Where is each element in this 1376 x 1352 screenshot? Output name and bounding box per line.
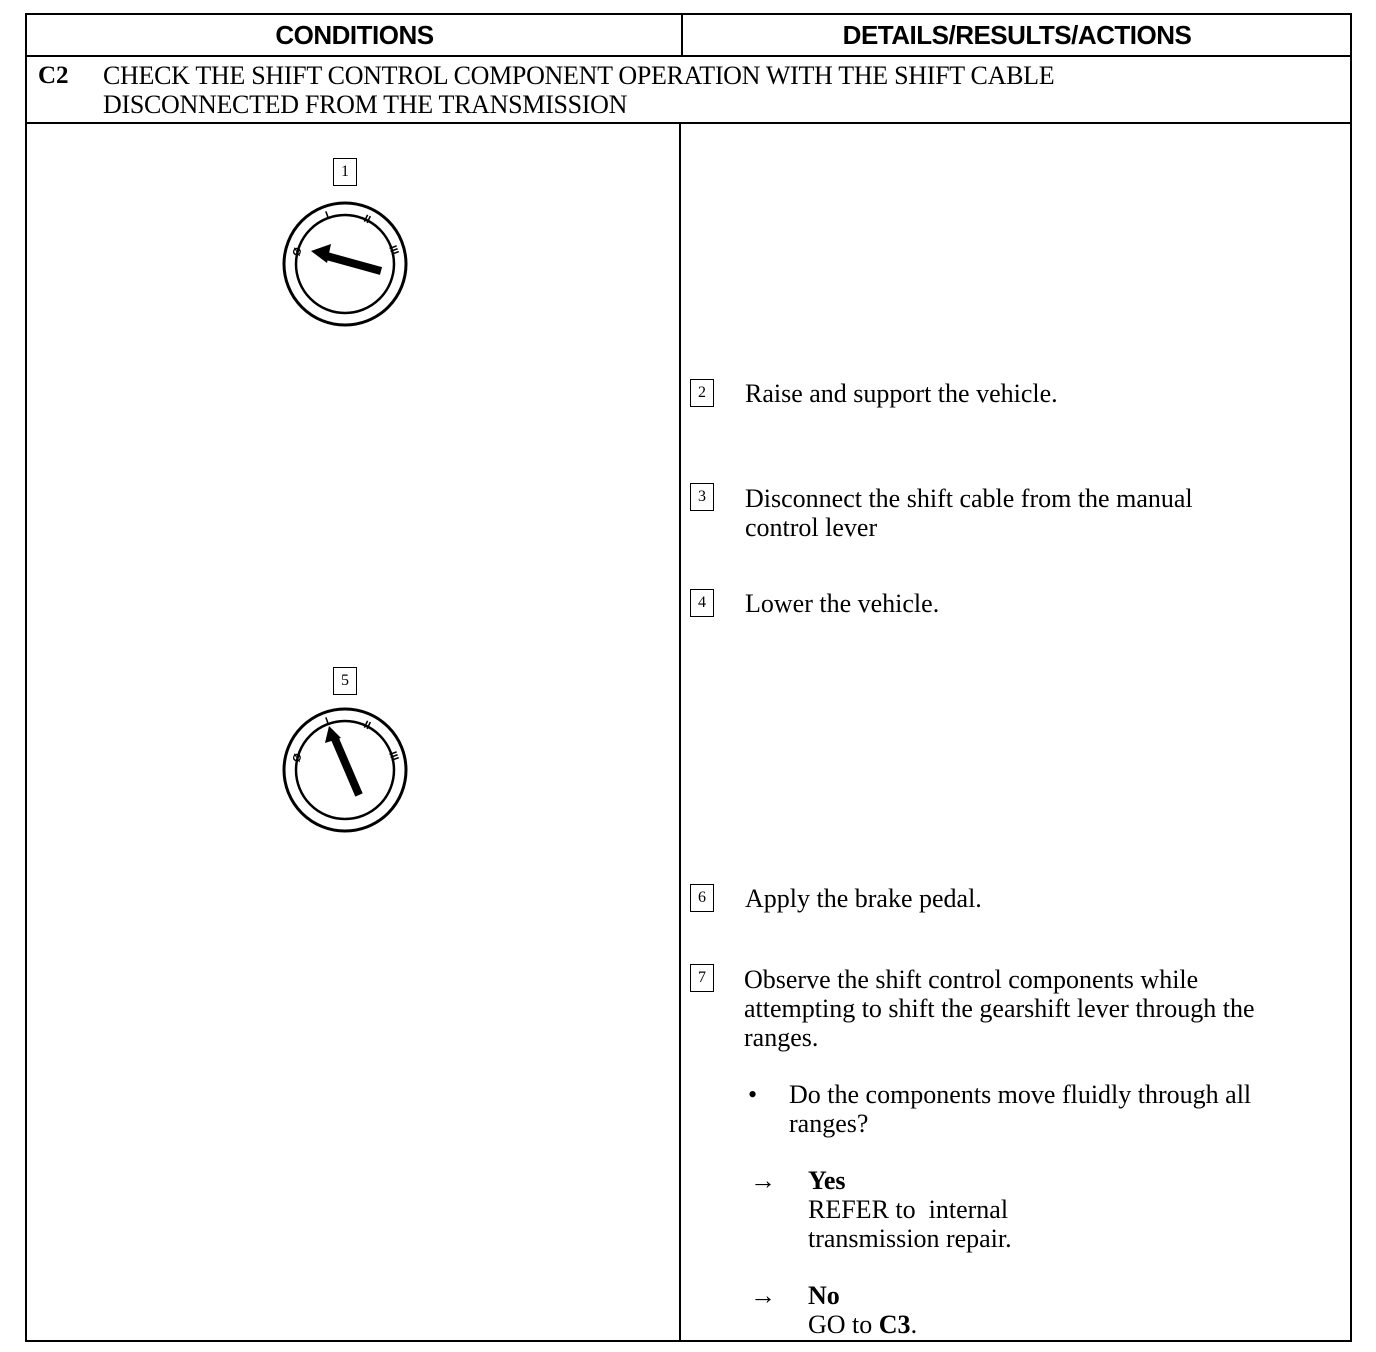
column-divider (679, 124, 681, 1342)
answer-no-target-link[interactable]: C3 (878, 1310, 911, 1339)
action-step-6-line-1: Apply the brake pedal. (745, 884, 982, 913)
yes-arrow-icon: → (750, 1166, 776, 1195)
answer-yes-line-1: REFER to internal (808, 1195, 1009, 1224)
conditions-header: CONDITIONS (275, 20, 434, 50)
action-step-4-line-1: Lower the vehicle. (745, 589, 940, 618)
answer-no-prefix: GO to (808, 1310, 879, 1339)
ignition-switch-off-icon (275, 197, 415, 337)
action-step-4 (745, 589, 1350, 618)
callout-6: 6 (690, 884, 714, 912)
callout-7: 7 (690, 964, 714, 992)
action-step-2 (745, 379, 1350, 408)
callout-2: 2 (690, 379, 714, 407)
switch-label-on: II (361, 718, 373, 733)
answer-yes-text (808, 1195, 1228, 1253)
header-divider (681, 15, 683, 55)
switch-label-off: Ø (290, 751, 305, 765)
answer-yes-line-2: transmission repair. (808, 1224, 1012, 1253)
action-step-3-line-1: Disconnect the shift cable from the manual (745, 484, 1193, 513)
answer-no-text (808, 1310, 1228, 1339)
action-step-7-line-1: Observe the shift control components while (744, 965, 1199, 994)
question-text (789, 1080, 1349, 1138)
action-step-7-line-2: attempting to shift the gearshift lever through the (744, 994, 1255, 1023)
switch-label-start: III (386, 243, 401, 257)
step-title-line-1: CHECK THE SHIFT CONTROL COMPONENT OPERATION WITH THE SHIFT CABLE (103, 61, 1055, 90)
no-arrow-icon: → (750, 1281, 776, 1310)
answer-no-suffix: . (910, 1310, 918, 1339)
callout-4: 4 (690, 589, 714, 617)
action-step-3 (745, 484, 1350, 542)
answer-no-label: No (808, 1281, 840, 1310)
action-step-7 (744, 965, 1349, 1052)
action-step-6 (745, 884, 1350, 913)
step-id: C2 (38, 62, 69, 89)
switch-label-acc: I (323, 715, 331, 728)
action-step-2-line-1: Raise and support the vehicle. (745, 379, 1058, 408)
header-rule (27, 55, 1350, 57)
callout-3: 3 (690, 483, 714, 511)
title-rule (27, 122, 1350, 124)
bullet-icon: • (748, 1080, 758, 1109)
callout-5: 5 (333, 667, 357, 695)
action-step-7-line-3: ranges. (744, 1023, 819, 1052)
action-step-3-line-2: control lever (745, 513, 878, 542)
switch-label-acc: I (323, 209, 331, 222)
step-title-line-2: DISCONNECTED FROM THE TRANSMISSION (103, 90, 628, 119)
ignition-switch-acc-icon (275, 703, 415, 843)
details-header: DETAILS/RESULTS/ACTIONS (842, 20, 1192, 50)
switch-label-on: II (361, 212, 373, 227)
switch-label-off: Ø (290, 245, 305, 259)
question-line-2: ranges? (789, 1109, 869, 1138)
step-title (103, 61, 1323, 119)
callout-1: 1 (333, 158, 357, 186)
diagnostic-table (25, 13, 1352, 1342)
answer-yes-label: Yes (808, 1166, 846, 1195)
question-line-1: Do the components move fluidly through all (789, 1080, 1252, 1109)
switch-label-start: III (386, 749, 401, 763)
